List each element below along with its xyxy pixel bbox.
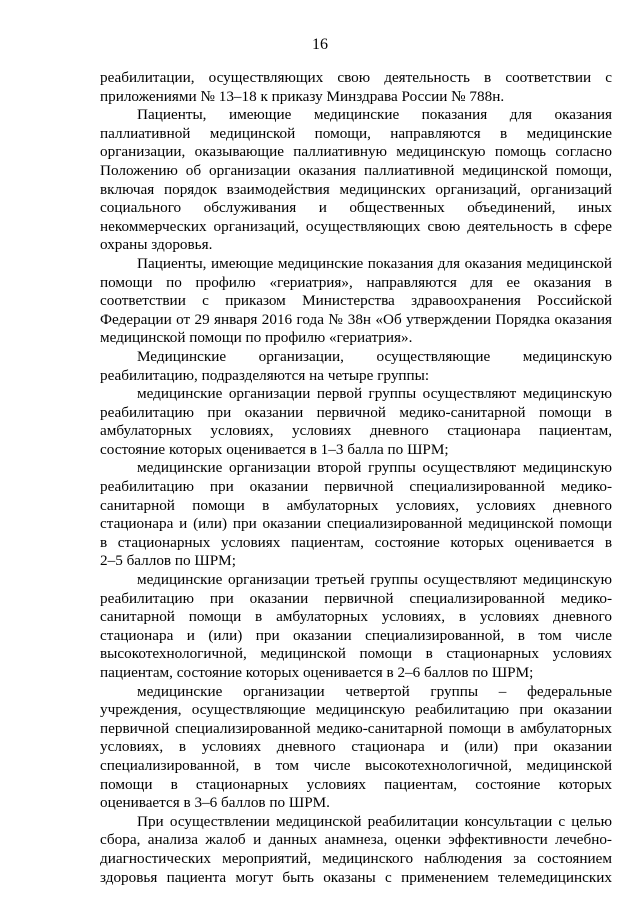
paragraph xyxy=(100,459,612,571)
text-line: пациентам, состояние которых оценивается в 2–6 баллов по ШРМ; xyxy=(100,664,534,681)
text-line: диагностических мероприятий, медицинского наблюдения за состоянием xyxy=(100,849,612,867)
text-line: санитарной помощи в амбулаторных условиях, в условиях дневного xyxy=(100,608,612,626)
text-line: включая порядок взаимодействия медицинских организаций, организаций xyxy=(100,180,612,198)
paragraph xyxy=(100,69,612,106)
text-line: условиях, в условиях дневного стационара и (или) при оказании xyxy=(100,738,612,756)
text-line: здоровья пациента могут быть оказаны с применением телемедицинских xyxy=(100,868,612,886)
text-line: некоммерческих организаций, осуществляющих свою деятельность в сфере xyxy=(100,217,612,235)
text-line: реабилитацию при оказании первичной специализированной медико- xyxy=(100,589,612,607)
text-line: Пациенты, имеющие медицинские показания для оказания xyxy=(137,106,612,124)
text-line: учреждения, осуществляющие медицинскую реабилитацию при оказании xyxy=(100,701,612,719)
text-line: 2–5 баллов по ШРМ; xyxy=(100,552,236,570)
text-line: Медицинские организации, осуществляющие медицинскую xyxy=(137,347,612,365)
text-line: охраны здоровья. xyxy=(100,236,213,254)
text-line: Положению об организации оказания паллиативной медицинской помощи, xyxy=(100,161,612,179)
text-line: медицинские организации второй группы осуществляют медицинскую xyxy=(137,459,612,477)
text-line: реабилитации, осуществляющих свою деятельность в соответствии с xyxy=(100,69,612,86)
body-text xyxy=(100,69,612,887)
text-line: медицинские организации первой группы осуществляют медицинскую xyxy=(137,385,612,403)
text-line: состояние которых оценивается в 1–3 балла по ШРМ; xyxy=(100,440,449,458)
paragraph xyxy=(100,683,612,813)
text-line: высокотехнологичной, медицинской помощи в стационарных условиях xyxy=(100,645,612,663)
text-line: медицинской помощи по профилю «гериатрия». xyxy=(100,329,413,347)
text-line: реабилитацию при оказании первичной специализированной медико- xyxy=(100,478,612,496)
text-line: стационара и (или) при оказании специализированной, в том числе xyxy=(100,626,612,644)
text-line: первичной специализированной медико-санитарной помощи в амбулаторных xyxy=(100,719,612,737)
paragraph xyxy=(100,571,612,683)
text-line: организации, оказывающие паллиативную медицинскую помощь согласно xyxy=(100,143,612,161)
text-line: сбора, анализа жалоб и данных анамнеза, оценки эффективности лечебно- xyxy=(100,831,612,849)
text-line: социального обслуживания и общественных объединений, иных xyxy=(100,199,612,217)
paragraph xyxy=(100,385,612,459)
paragraph xyxy=(100,813,612,887)
text-line: медицинские организации третьей группы осуществляют медицинскую xyxy=(137,571,612,589)
text-line: помощи по профилю «гериатрия», направляются для ее оказания в xyxy=(100,273,612,291)
text-line: в стационарных условиях пациентам, состояние которых оценивается в xyxy=(100,533,612,551)
text-line: оценивается в 3–6 баллов по ШРМ. xyxy=(100,794,330,812)
paragraph xyxy=(100,348,612,385)
text-line: стационара и (или) при оказании специализированной медицинской помощи xyxy=(100,515,612,533)
paragraph xyxy=(100,255,612,348)
paragraph xyxy=(100,106,612,255)
text-line: соответствии с приказом Министерства здравоохранения Российской xyxy=(100,292,612,310)
text-line: Пациенты, имеющие медицинские показания для оказания медицинской xyxy=(137,254,612,272)
text-line: Федерации от 29 января 2016 года № 38н «Об утверждении Порядка оказания xyxy=(100,310,612,328)
text-line: амбулаторных условиях, условиях дневного стационара пациентам, xyxy=(100,422,612,440)
text-line: медицинские организации четвертой группы – федеральные xyxy=(137,682,612,700)
text-line: специализированной, в том числе высокотехнологичной, медицинской xyxy=(100,756,612,774)
page-number: 16 xyxy=(312,36,328,53)
text-line: паллиативной медицинской помощи, направляются в медицинские xyxy=(100,124,612,142)
text-line: реабилитацию при оказании первичной медико-санитарной помощи в xyxy=(100,403,612,421)
text-line: При осуществлении медицинской реабилитации консультации с целью xyxy=(137,812,612,830)
text-line: помощи в стационарных условиях пациентам, состояние которых xyxy=(100,775,612,793)
text-line: приложениями № 13–18 к приказу Минздрава России № 788н. xyxy=(100,87,505,105)
text-line: санитарной помощи в амбулаторных условиях, условиях дневного xyxy=(100,496,612,514)
text-line: реабилитацию, подразделяются на четыре группы: xyxy=(100,366,430,384)
